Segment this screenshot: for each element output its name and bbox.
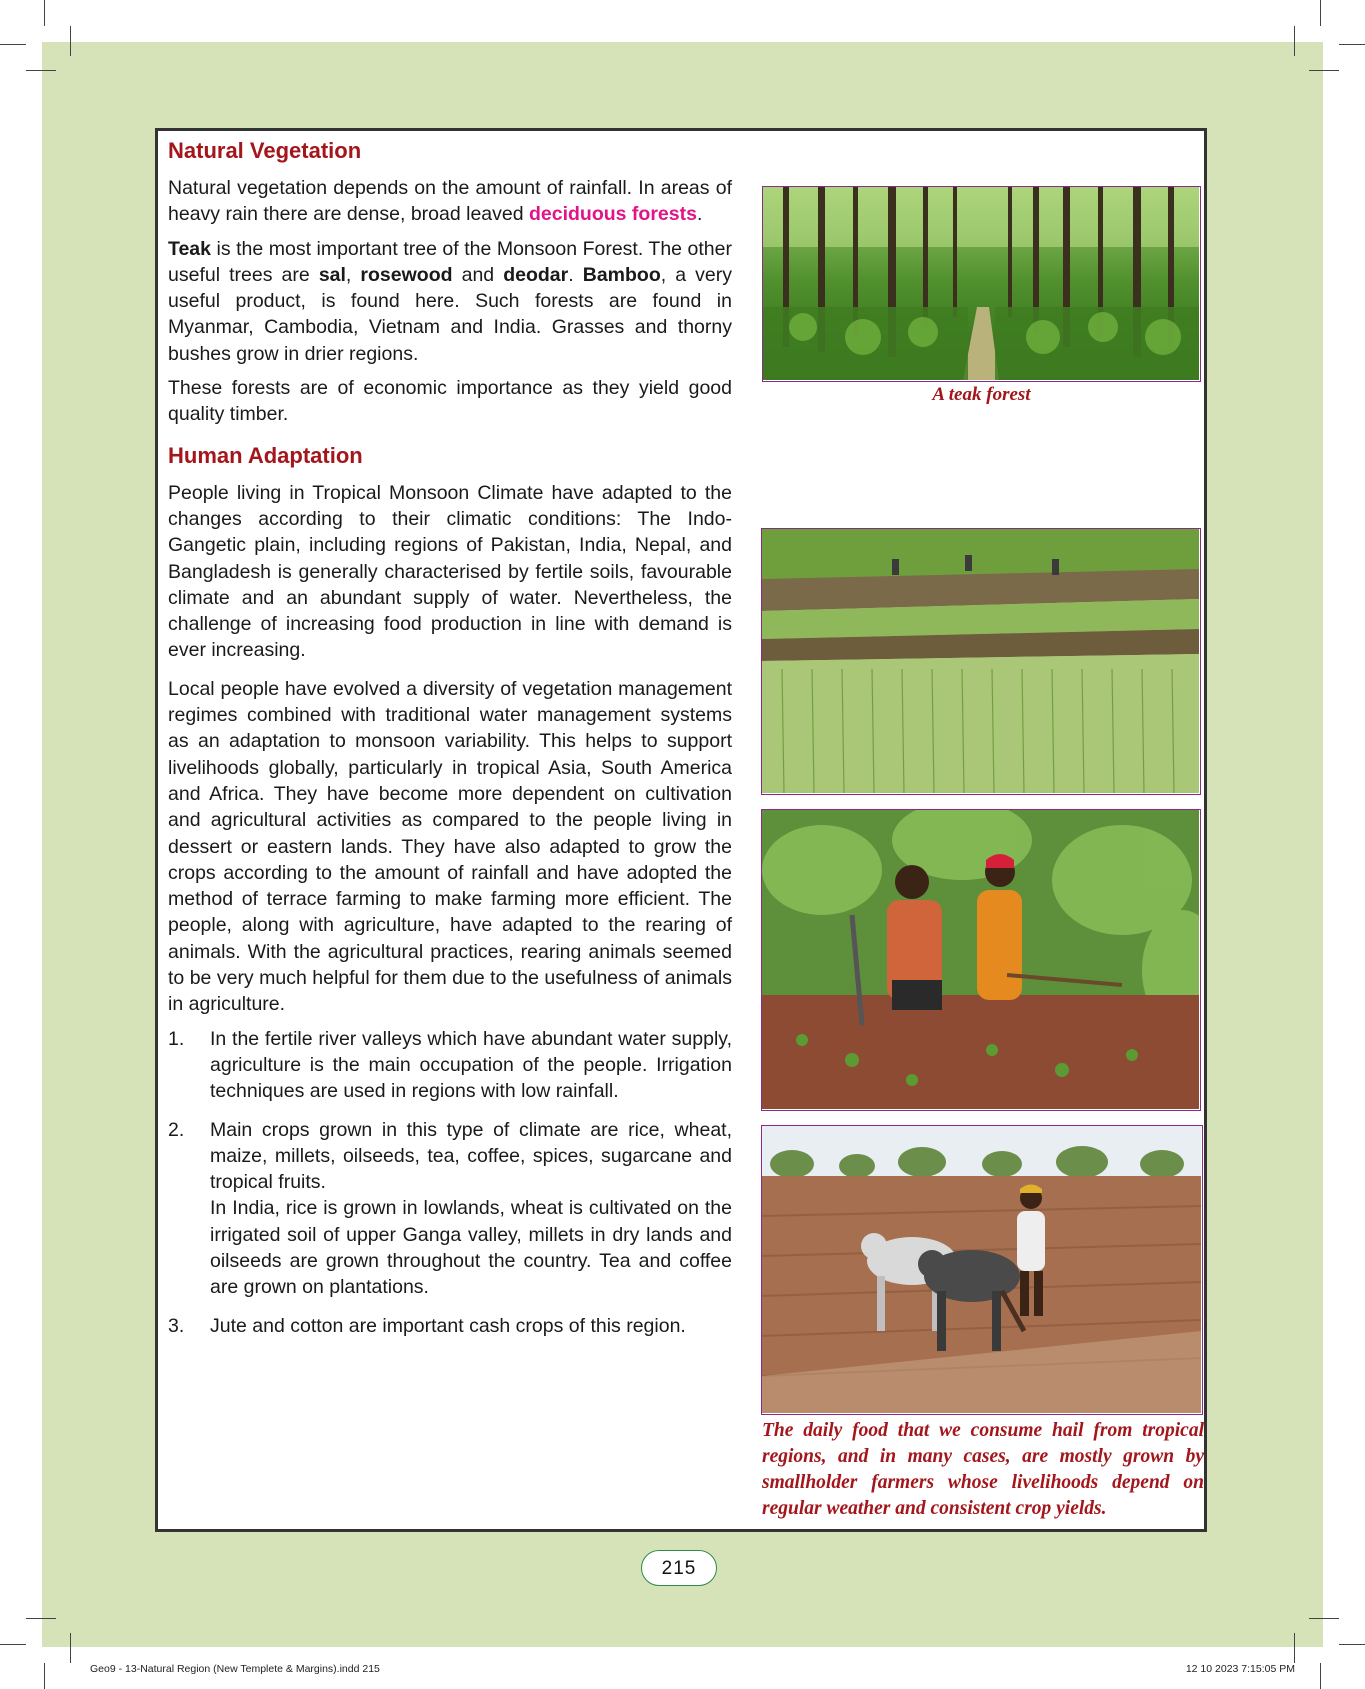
list-number: 3. — [168, 1314, 185, 1337]
crop-mark — [0, 44, 26, 45]
list-text-part: Main crops grown in this type of climate are rice, wheat, maize, millets, oilseeds, tea, coffee, spices, sugarcane and tropical fruits. — [210, 1118, 732, 1194]
paragraph-vegetation — [168, 175, 732, 228]
crop-mark — [1339, 1644, 1365, 1645]
paragraph-adaptation-2: Local people have evolved a diversity of vegetation management regimes combined with traditional water management systems as an adaptation to monsoon variability. This helps to support livelihoods globally, particularly in tropical Asia, South America and Africa. They have become more dependent on cultivation and agricultural activities as compared to the people living in dessert or eastern lands. They have also adapted to grow the crops according to the amount of rainfall and have adopted the method of terrace farming to make farming more efficient. The people, along with agriculture, have adapted to the rearing of animals. With the agricultural practices, rearing animals seemed to be very much helpful for them due to the usefulness of animals in agriculture. — [168, 677, 732, 1016]
farmers-hoeing-photo — [761, 809, 1201, 1111]
text-column — [168, 137, 732, 1347]
oxen-ploughing-image — [762, 1126, 1201, 1413]
list-text: In the fertile river valleys which have abundant water supply, agriculture is the main occupation of the people. Irrigation techniques are used in regions with low rainfall. — [210, 1027, 732, 1103]
list-item — [168, 1026, 732, 1105]
heading-natural-vegetation: Natural Vegetation — [168, 138, 362, 163]
list-item — [168, 1117, 732, 1301]
list-text: Jute and cotton are important cash crops of this region. — [210, 1314, 686, 1337]
paragraph-economic: These forests are of economic importance as they yield good quality timber. — [168, 377, 732, 426]
text-span: . — [696, 203, 703, 226]
caption-teak-forest: A teak forest — [932, 384, 1031, 405]
caption-daily-food: The daily food that we consume hail from tropical regions, and in many cases, are mostly grown by smallholder farmers whose livelihoods depend on regular weather and consistent crop yields. — [762, 1420, 1204, 1519]
text-span: and — [452, 263, 504, 286]
text-span: , — [345, 263, 361, 286]
crop-mark — [70, 1633, 71, 1663]
oxen-ploughing-photo — [761, 1125, 1203, 1415]
crop-mark — [1309, 70, 1339, 71]
paragraph-teak — [168, 236, 732, 367]
list-number: 2. — [168, 1118, 185, 1141]
crop-mark — [44, 1663, 45, 1689]
text-span: . — [568, 263, 583, 286]
crop-mark — [1339, 44, 1365, 45]
heading-human-adaptation: Human Adaptation — [168, 442, 363, 468]
crop-mark — [1320, 1663, 1321, 1689]
list-item — [168, 1313, 732, 1339]
crop-mark — [26, 1618, 56, 1619]
teak-forest-image — [763, 187, 1199, 380]
bold-bamboo: Bamboo — [582, 263, 661, 286]
slug-timestamp: 12 10 2023 7:15:05 PM — [1185, 1663, 1295, 1675]
list-number: 1. — [168, 1027, 185, 1050]
crop-mark — [70, 26, 71, 56]
bold-rosewood: rosewood — [360, 263, 453, 286]
crop-mark — [0, 1644, 26, 1645]
list-text — [210, 1117, 732, 1301]
rice-paddy-image — [762, 529, 1199, 793]
crop-mark — [1320, 0, 1321, 26]
text-span: , a very useful product, is found here. Such forests are found in Myanmar, Cambodia, Vietnam and India. Grasses and thorny bushes grow in drier regions. — [168, 263, 732, 365]
numbered-list — [168, 1026, 732, 1339]
slug-filename: Geo9 - 13-Natural Region (New Templete & Margins).indd 215 — [90, 1663, 380, 1675]
highlight-deciduous-forests: deciduous forests — [529, 203, 697, 226]
bold-sal: sal — [318, 263, 346, 286]
teak-forest-photo — [762, 186, 1201, 382]
bold-teak: Teak — [168, 237, 211, 260]
crop-mark — [1294, 1633, 1295, 1663]
farmers-hoeing-image — [762, 810, 1199, 1109]
list-text-part: In India, rice is grown in lowlands, wheat is cultivated on the irrigated soil of upper Ganga valley, millets in dry lands and oilseeds are grown throughout the country. Tea and coffee are grown on plantations. — [210, 1197, 732, 1299]
bold-deodar: deodar — [503, 263, 569, 286]
paragraph-adaptation-1: People living in Tropical Monsoon Climate have adapted to the changes according to their climatic conditions: The Indo-Gangetic plain, including regions of Pakistan, India, Nepal, and Bangladesh is generally characterised by fertile soils, favourable climate and an abundant supply of water. Nevertheless, the challenge of increasing food production in line with demand is ever increasing. — [168, 481, 732, 662]
text-span: Natural vegetation depends on the amount of rainfall. In areas of heavy rain there are dense, broad leaved — [168, 177, 732, 226]
page-number: 215 — [641, 1550, 717, 1586]
content-box — [155, 128, 1207, 1532]
crop-mark — [1309, 1618, 1339, 1619]
text-span: is the most important tree of the Monsoon Forest. The other useful trees are — [168, 237, 732, 286]
crop-mark — [26, 70, 56, 71]
crop-mark — [44, 0, 45, 26]
crop-mark — [1294, 26, 1295, 56]
rice-paddy-photo — [761, 528, 1201, 795]
